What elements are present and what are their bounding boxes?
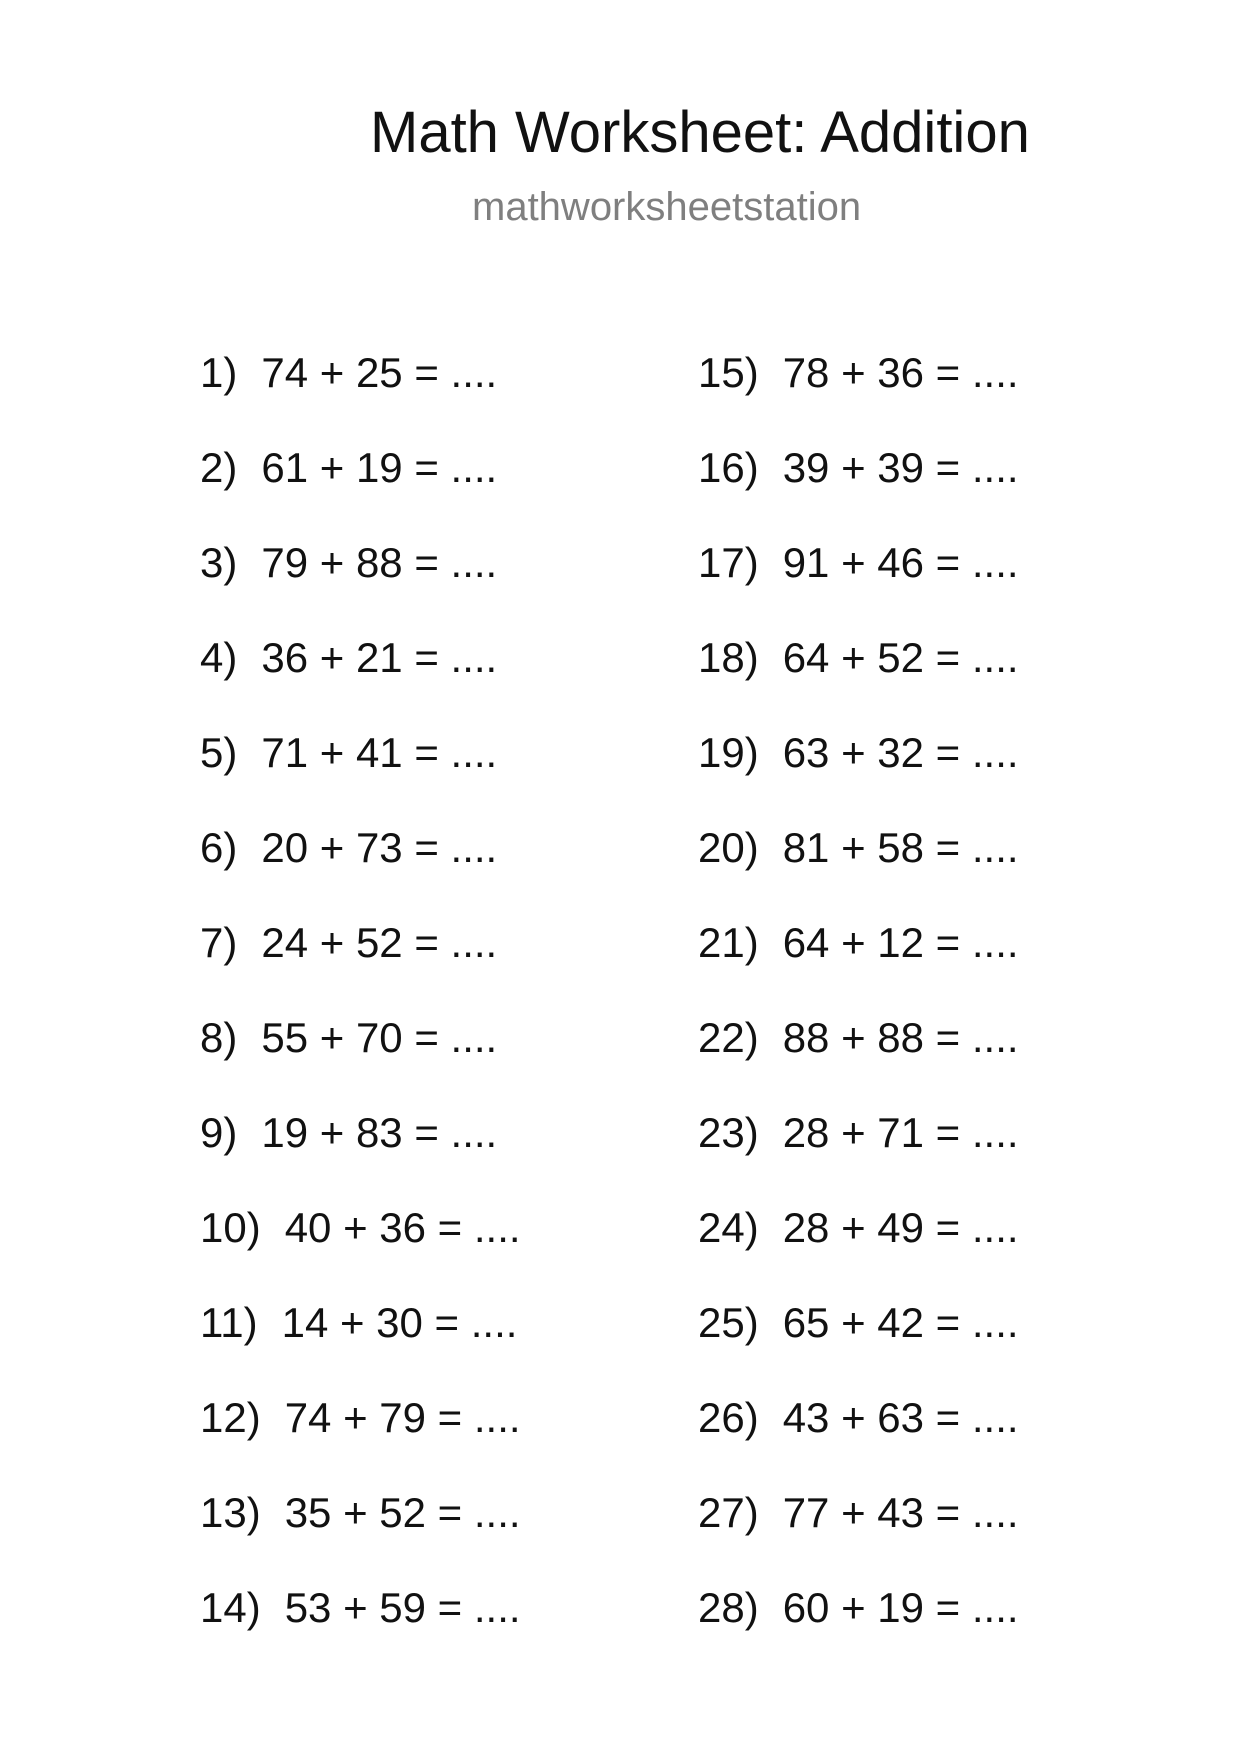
problem-expression: 24 + 52 = ....: [261, 919, 498, 966]
problem-row: [200, 1108, 620, 1203]
problem-number: 7): [200, 919, 238, 966]
problem-row: [200, 538, 620, 633]
right-problem-column: [698, 348, 1118, 1678]
problem-number: 26): [698, 1394, 759, 1441]
problem-number: 5): [200, 729, 238, 776]
problem-number: 2): [200, 444, 238, 491]
problem-row: [698, 1108, 1118, 1203]
problem-expression: 20 + 73 = ....: [261, 824, 498, 871]
problem-number: 15): [698, 349, 759, 396]
problem-expression: 91 + 46 = ....: [782, 539, 1019, 586]
problem-row: [698, 633, 1118, 728]
problem-expression: 71 + 41 = ....: [261, 729, 498, 776]
problem-row: [698, 728, 1118, 823]
problem-row: [200, 1013, 620, 1108]
problem-expression: 35 + 52 = ....: [284, 1489, 521, 1536]
problem-expression: 81 + 58 = ....: [782, 824, 1019, 871]
problem-expression: 36 + 21 = ....: [261, 634, 498, 681]
problem-expression: 88 + 88 = ....: [782, 1014, 1019, 1061]
problem-row: [698, 443, 1118, 538]
problem-expression: 60 + 19 = ....: [782, 1584, 1019, 1631]
problem-expression: 79 + 88 = ....: [261, 539, 498, 586]
problem-number: 14): [200, 1584, 261, 1631]
problem-expression: 61 + 19 = ....: [261, 444, 498, 491]
problem-row: [698, 538, 1118, 633]
problem-row: [200, 1583, 620, 1678]
problem-row: [698, 918, 1118, 1013]
problem-row: [200, 443, 620, 538]
problem-expression: 77 + 43 = ....: [782, 1489, 1019, 1536]
problem-row: [698, 823, 1118, 918]
problem-expression: 64 + 12 = ....: [782, 919, 1019, 966]
problem-row: [200, 1298, 620, 1393]
problem-row: [698, 1393, 1118, 1488]
problem-expression: 64 + 52 = ....: [782, 634, 1019, 681]
problem-number: 10): [200, 1204, 261, 1251]
worksheet-source: mathworksheetstation: [472, 185, 862, 229]
problem-row: [698, 1013, 1118, 1108]
problem-number: 9): [200, 1109, 238, 1156]
problem-row: [200, 1203, 620, 1298]
problem-expression: 19 + 83 = ....: [261, 1109, 498, 1156]
problem-row: [200, 918, 620, 1013]
problem-expression: 28 + 71 = ....: [782, 1109, 1019, 1156]
problem-row: [200, 728, 620, 823]
problem-number: 3): [200, 539, 238, 586]
problem-number: 18): [698, 634, 759, 681]
problem-number: 16): [698, 444, 759, 491]
problem-number: 13): [200, 1489, 261, 1536]
problem-number: 1): [200, 349, 238, 396]
problem-row: [200, 1393, 620, 1488]
problem-number: 25): [698, 1299, 759, 1346]
problem-row: [698, 1488, 1118, 1583]
problem-expression: 74 + 25 = ....: [261, 349, 498, 396]
problem-row: [698, 1298, 1118, 1393]
problem-number: 8): [200, 1014, 238, 1061]
problem-expression: 63 + 32 = ....: [782, 729, 1019, 776]
problem-row: [698, 1203, 1118, 1298]
problem-expression: 39 + 39 = ....: [782, 444, 1019, 491]
problem-expression: 53 + 59 = ....: [284, 1584, 521, 1631]
problem-number: 23): [698, 1109, 759, 1156]
problem-expression: 55 + 70 = ....: [261, 1014, 498, 1061]
problem-number: 27): [698, 1489, 759, 1536]
problem-row: [698, 348, 1118, 443]
problem-expression: 65 + 42 = ....: [782, 1299, 1019, 1346]
problem-expression: 78 + 36 = ....: [782, 349, 1019, 396]
problem-number: 6): [200, 824, 238, 871]
problem-expression: 43 + 63 = ....: [782, 1394, 1019, 1441]
problem-number: 17): [698, 539, 759, 586]
problem-number: 20): [698, 824, 759, 871]
left-problem-column: [200, 348, 620, 1678]
problem-number: 4): [200, 634, 238, 681]
problem-number: 22): [698, 1014, 759, 1061]
problem-expression: 40 + 36 = ....: [284, 1204, 521, 1251]
problem-number: 24): [698, 1204, 759, 1251]
worksheet-title: Math Worksheet: Addition: [370, 100, 1030, 165]
problem-expression: 28 + 49 = ....: [782, 1204, 1019, 1251]
problem-row: [200, 348, 620, 443]
problem-number: 21): [698, 919, 759, 966]
problem-number: 19): [698, 729, 759, 776]
problem-number: 11): [200, 1299, 258, 1346]
problem-number: 28): [698, 1584, 759, 1631]
problem-row: [200, 633, 620, 728]
problem-expression: 74 + 79 = ....: [284, 1394, 521, 1441]
problem-row: [698, 1583, 1118, 1678]
problem-number: 12): [200, 1394, 261, 1441]
problem-row: [200, 823, 620, 918]
problem-expression: 14 + 30 = ....: [281, 1299, 518, 1346]
problem-row: [200, 1488, 620, 1583]
